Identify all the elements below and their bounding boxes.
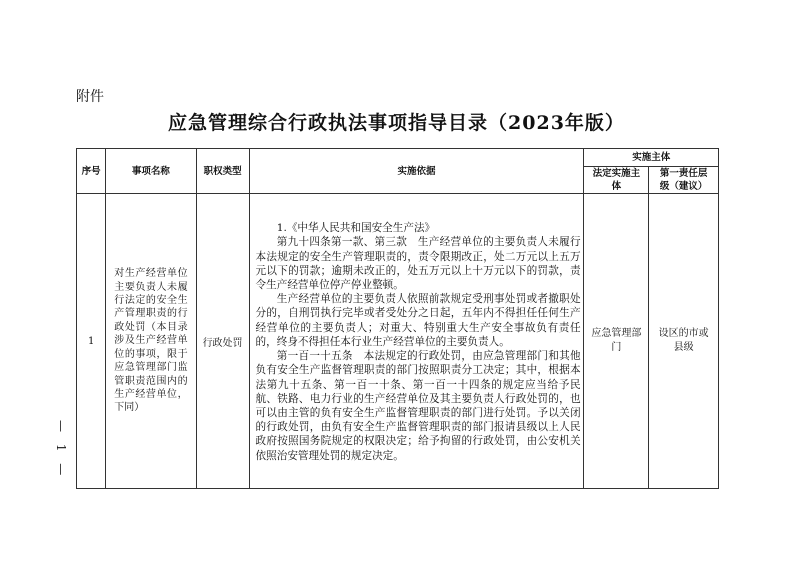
table-row — [77, 194, 719, 489]
page-number: — 1 — — [54, 420, 68, 480]
document-title: 应急管理综合行政执法事项指导目录（2023年版） — [168, 112, 625, 134]
attachment-label: 附件 — [76, 89, 104, 105]
header-row — [77, 149, 719, 167]
header-basis: 实施依据 — [249, 149, 584, 194]
header-responsibility-level: 第一责任层级（建议） — [649, 167, 719, 194]
header-subject: 实施主体 — [584, 149, 719, 167]
header-legal-subject: 法定实施主体 — [584, 167, 649, 194]
header-item-name: 事项名称 — [106, 149, 196, 194]
row-basis — [249, 194, 584, 489]
basis-law-title: 1.《中华人民共和国安全生产法》 — [276, 222, 436, 235]
header-power-type: 职权类型 — [196, 149, 249, 194]
row-power-type: 行政处罚 — [196, 194, 249, 489]
basis-paragraph: 第一百一十五条 本法规定的行政处罚，由应急管理部门和其他负有安全生产监督管理职责的部门按照职责分工决定；其中，根据本法第九十五条、第一百一十条、第一百一十四条的规定应当给予民航、铁路、电力行业的生产经营单位及其主要负责人行政处罚的，也可以由主管的负有安全生产监督管理职责的部门进行处罚。予以关闭的行政处罚，由负有安全生产监督管理职责的部门报请县级以上人民政府按照国务院规定的权限决定；给予拘留的行政处罚，由公安机关依照治安管理处罚的规定决定。 — [255, 350, 581, 462]
row-no: 1 — [77, 194, 106, 489]
catalog-table — [76, 148, 719, 489]
header-no: 序号 — [77, 149, 106, 194]
basis-paragraph: 生产经营单位的主要负责人依照前款规定受刑事处罚或者撤职处分的，自刑罚执行完毕或者受处分之日起，五年内不得担任任何生产经营单位的主要负责人；对重大、特别重大生产安全事故负有责任的，终身不得担任本行业生产经营单位的主要负责人。 — [255, 293, 581, 348]
row-legal-subject: 应急管理部门 — [584, 194, 649, 489]
basis-paragraph: 第九十四条第一款、第三款 生产经营单位的主要负责人未履行本法规定的安全生产管理职责的，责令限期改正，处二万元以上五万元以下的罚款；逾期未改正的，处五万元以上十万元以下的罚款，责令生产经营单位停产停业整顿。 — [255, 236, 581, 292]
row-responsibility-level: 设区的市或县级 — [649, 194, 719, 489]
row-item-name: 对生产经营单位主要负责人未履行法定的安全生产管理职责的行政处罚（本目录涉及生产经营单位的事项，限于应急管理部门监管职责范围内的生产经营单位，下同） — [106, 194, 196, 489]
